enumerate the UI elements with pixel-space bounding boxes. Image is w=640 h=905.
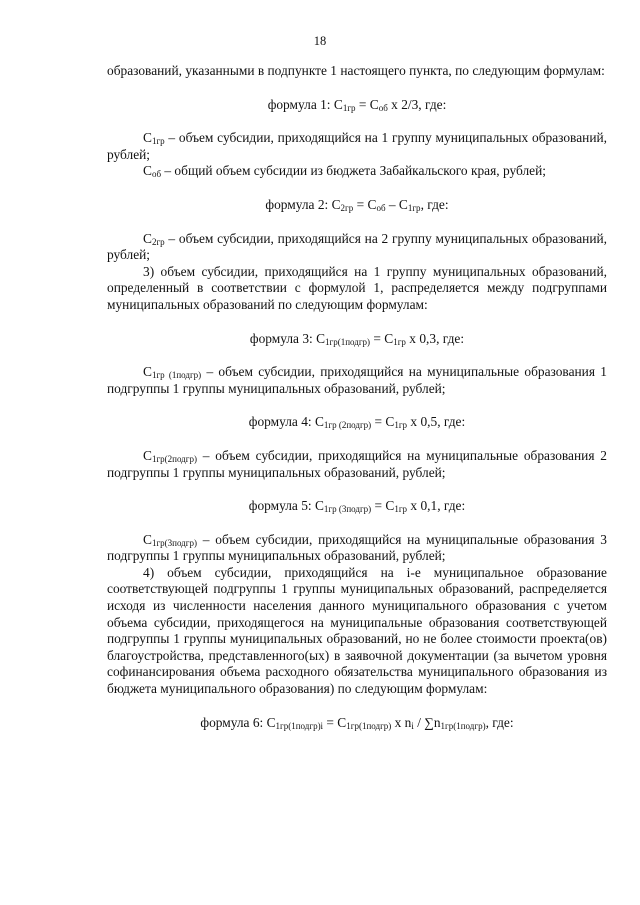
definition-c1gr: $С_{1гр}$ – объем субсидии, приходящийся на 1 группу муниципальных образований, рублей; (107, 130, 607, 162)
formula-2: формула 2: $С_{2гр} = С_{об} - С_{1гр}$, где: (265, 196, 449, 213)
definition-c1gr-3podgr: $С_{1гр(3подгр)}$ – объем субсидии, приходящийся на муниципальные образования 3 подгруппы 1 группы муниципальных образований, рублей; (107, 531, 607, 564)
paragraph-intro: образований, указанными в подпункте 1 настоящего пункта, по следующим формулам: (107, 63, 605, 78)
paragraph-item-4: 4) объем субсидии, приходящийся на i-е муниципальное образование соответствующей подгруппы 1 группы муниципальных образований, распределяется исходя из численности населения данного муниципального образования с учетом объема субсидии, приходящегося на муниципальные образования соответствующей подгруппы 1 группы муниципальных образований, но не более стоимости проекта(ов) благоустройства, представленного(ых) в заявочной документации (за вычетом уровня софинансирования объема расходного обязательства муниципального образования из бюджета муниципального образования) по следующим формулам: (107, 564, 607, 697)
formula-5: формула 5: $С_{1гр (3подгр)} = С_{1гр}$ x 0,1, где: (248, 498, 466, 515)
definition-cob: $С_{об}$ – общий объем субсидии из бюджета Забайкальского края, рублей; (143, 163, 546, 180)
formula-4: формула 4: $С_{1гр (2подгр)} = С_{1гр}$ x 0,5, где: (248, 414, 466, 431)
formula-1: формула 1: $С_{1гр} = С_{об}$ x 2/3, где: (267, 96, 447, 113)
document-body (107, 63, 607, 731)
page-number: 18 (313, 34, 327, 48)
definition-c1gr-2podgr: $С_{1гр(2подгр)}$ – объем субсидии, приходящийся на муниципальные образования 2 подгруппы 1 группы муниципальных образований, рублей; (107, 447, 607, 480)
formula-6: формула 6: $С_{1гр(1подгр)i} = С_{1гр(1подгр)}$ x $n_i / \sum n_{1гр(1подгр)}$, где: (200, 714, 514, 731)
paragraph-item-3: 3) объем субсидии, приходящийся на 1 группу муниципальных образований, определенный в соответствии с формулой 1, распределяется между подгруппами муниципальных образований по следующим формулам: (107, 263, 607, 312)
formula-3: формула 3: $С_{1гр(1подгр)} = С_{1гр}$ x 0,3, где: (249, 330, 465, 347)
definition-c2gr: $С_{2гр}$ – объем субсидии, приходящийся на 2 группу муниципальных образований, рублей; (107, 230, 607, 263)
definition-c1gr-1podgr: $С_{1гр (1подгр)}$ – объем субсидии, приходящийся на муниципальные образования 1 подгруппы 1 группы муниципальных образований, рублей; (107, 364, 607, 396)
